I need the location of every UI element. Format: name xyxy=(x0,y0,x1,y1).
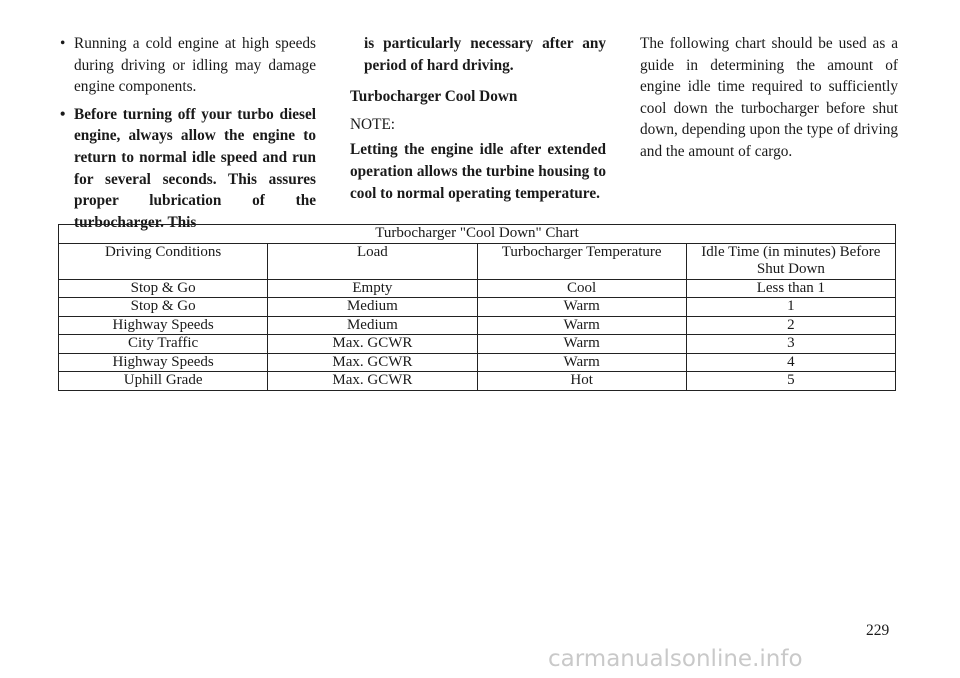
bullet-continuation: is particularly necessary after any period of hard driving. xyxy=(364,35,606,74)
table-caption: Turbocharger "Cool Down" Chart xyxy=(59,225,896,244)
cell-temperature: Hot xyxy=(477,372,686,391)
cell-load: Max. GCWR xyxy=(268,372,477,391)
cell-load: Medium xyxy=(268,298,477,317)
cell-load: Max. GCWR xyxy=(268,353,477,372)
chart-intro-paragraph: The following chart should be used as a guide in determining the amount of engine idle time required to sufficiently cool down the turbocharger before shut down, depending upon the type of driving and the amount of cargo. xyxy=(640,35,898,160)
cell-idle-time: 1 xyxy=(686,298,895,317)
left-column xyxy=(60,33,316,239)
table-row xyxy=(59,279,896,298)
header-turbo-temperature: Turbocharger Temperature xyxy=(477,243,686,279)
cell-load: Empty xyxy=(268,279,477,298)
cell-driving-condition: Stop & Go xyxy=(59,279,268,298)
section-heading: Turbocharger Cool Down xyxy=(350,88,518,106)
table-row xyxy=(59,335,896,354)
cell-driving-condition: City Traffic xyxy=(59,335,268,354)
header-load: Load xyxy=(268,243,477,279)
cell-idle-time: 5 xyxy=(686,372,895,391)
cell-driving-condition: Uphill Grade xyxy=(59,372,268,391)
cell-idle-time: 4 xyxy=(686,353,895,372)
cell-load: Medium xyxy=(268,316,477,335)
site-watermark: carmanualsonline.info xyxy=(548,646,803,672)
cell-temperature: Warm xyxy=(477,353,686,372)
cell-temperature: Warm xyxy=(477,335,686,354)
page-number: 229 xyxy=(866,622,890,639)
note-label: NOTE: xyxy=(350,115,396,133)
cell-load: Max. GCWR xyxy=(268,335,477,354)
cell-driving-condition: Highway Speeds xyxy=(59,353,268,372)
bullet-cold-engine: • Running a cold engine at high speeds during driving or idling may damage engine components. xyxy=(60,33,316,98)
table-row xyxy=(59,298,896,317)
cell-idle-time: 3 xyxy=(686,335,895,354)
cell-idle-time: 2 xyxy=(686,316,895,335)
cell-driving-condition: Highway Speeds xyxy=(59,316,268,335)
right-column xyxy=(640,33,898,163)
cell-idle-time: Less than 1 xyxy=(686,279,895,298)
cell-temperature: Warm xyxy=(477,298,686,317)
bullet-turbo-shutdown: • Before turning off your turbo diesel engine, always allow the engine to return to normal idle speed and run for several seconds. This assures proper lubrication of the turbocharger. This xyxy=(60,104,316,234)
middle-column xyxy=(350,33,606,204)
note-body: Letting the engine idle after extended operation allows the turbine housing to cool to normal operating temperature. xyxy=(350,141,606,202)
cell-driving-condition: Stop & Go xyxy=(59,298,268,317)
header-idle-time: Idle Time (in minutes) Before Shut Down xyxy=(686,243,895,279)
cool-down-table xyxy=(58,224,896,391)
cell-temperature: Warm xyxy=(477,316,686,335)
header-driving-conditions: Driving Conditions xyxy=(59,243,268,279)
cell-temperature: Cool xyxy=(477,279,686,298)
table-row xyxy=(59,353,896,372)
table-row xyxy=(59,316,896,335)
table-row xyxy=(59,372,896,391)
